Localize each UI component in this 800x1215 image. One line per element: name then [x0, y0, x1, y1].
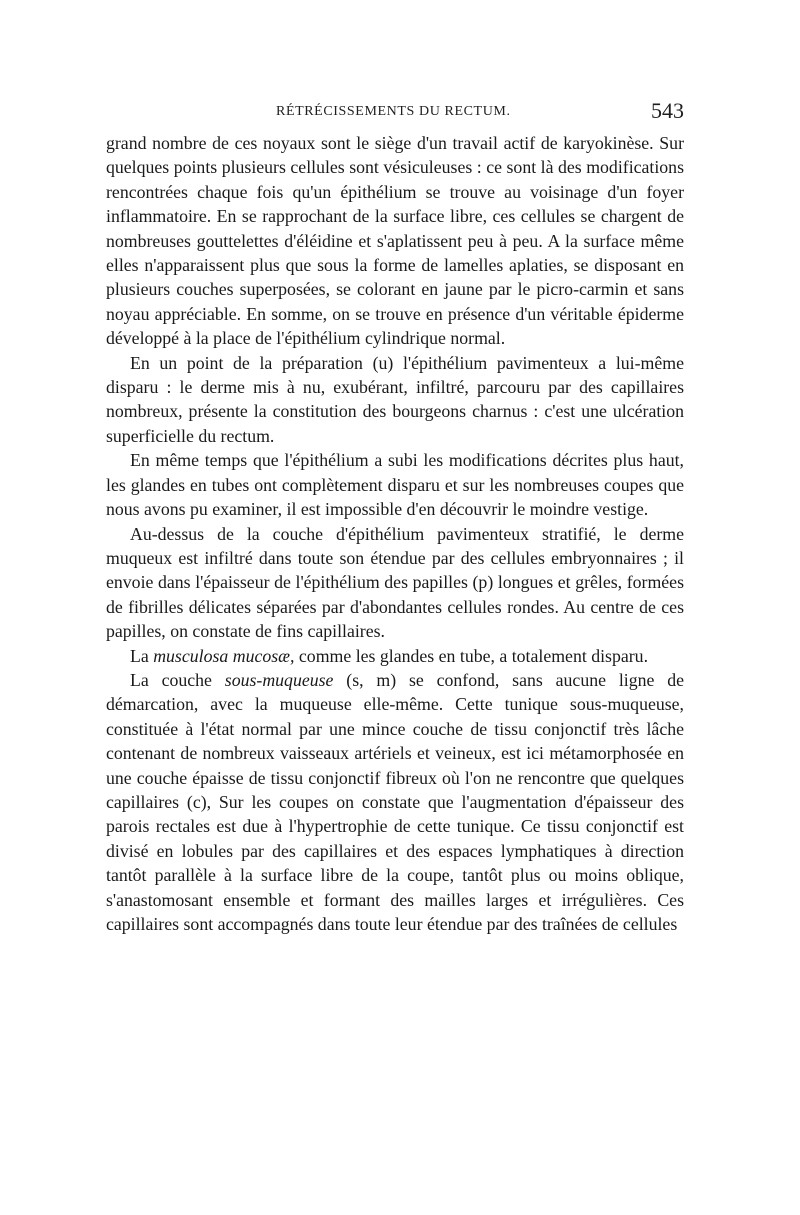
paragraph-6 [106, 668, 684, 936]
paragraph-3: En même temps que l'épithélium a subi les modifications décrites plus haut, les glandes en tubes ont complètement disparu et sur les nombreuses coupes que nous avons pu examiner, il est impossible d'en découvrir le moindre vestige. [106, 450, 684, 520]
page-number: 543 [651, 98, 684, 123]
paragraph-5-start: La [130, 645, 154, 666]
page-header [106, 98, 684, 128]
paragraph-5-italic: musculosa mucosæ, [153, 645, 295, 666]
body-text [106, 131, 684, 936]
running-title: RÉTRÉCISSEMENTS DU RECTUM. [276, 104, 511, 119]
paragraph-4: Au-dessus de la couche d'épithélium pavimenteux stratifié, le derme muqueux est infiltré dans toute son étendue par des cellules embryonnaires ; il envoie dans l'épaisseur de l'épithélium des papilles (p) longues et grêles, formées de fibrilles délicates séparées par d'abondantes cellules rondes. Au centre de ces papilles, on constate de fins capillaires. [106, 523, 684, 642]
paragraph-6-end: (s, m) se confond, sans aucune ligne de démarcation, avec la muqueuse elle-même. Cette tunique sous-muqueuse, constituée à l'état normal par une mince couche de tissu conjonctif très lâche contenant de nombreux vaisseaux artériels et veineux, est ici métamorphosée en une couche épaisse de tissu conjonctif fibreux où l'on ne rencontre que quelques capillaires (c), Sur les coupes on constate que l'augmentation d'épaisseur des parois rectales est due à l'hypertrophie de cette tunique. Ce tissu conjonctif est divisé en lobules par des capillaires et des espaces lymphatiques à direction tantôt parallèle à la surface libre de la coupe, tantôt plus ou moins oblique, s'anastomosant ensemble et formant des mailles larges et irrégulières. Ces capillaires sont accompagnés dans toute leur étendue par des traînées de cellules [106, 669, 684, 934]
paragraph-6-start: La couche [130, 669, 225, 690]
paragraph-5 [106, 644, 684, 668]
paragraph-5-end: comme les glandes en tube, a totalement disparu. [294, 645, 649, 666]
paragraph-2: En un point de la préparation (u) l'épithélium pavimenteux a lui-même disparu : le derme mis à nu, exubérant, infiltré, parcouru par des capillaires nombreux, présente la constitution des bourgeons charnus : c'est une ulcération superficielle du rectum. [106, 352, 684, 446]
paragraph-1: grand nombre de ces noyaux sont le siège d'un travail actif de karyokinèse. Sur quelques points plusieurs cellules sont vésiculeuses : ce sont là des modifications rencontrées chaque fois qu'un épithélium se trouve au voisinage d'un foyer inflammatoire. En se rapprochant de la surface libre, ces cellules se chargent de nombreuses gouttelettes d'éléidine et s'aplatissent peu à peu. A la surface même elles n'apparaissent plus que sous la forme de lamelles aplaties, se disposant en plusieurs couches superposées, se colorant en jaune par le picro-carmin et sans noyau appréciable. En somme, on se trouve en présence d'un véritable épiderme développé à la place de l'épithélium cylindrique normal. [106, 133, 684, 349]
paragraph-6-italic: sous-muqueuse [224, 669, 334, 690]
